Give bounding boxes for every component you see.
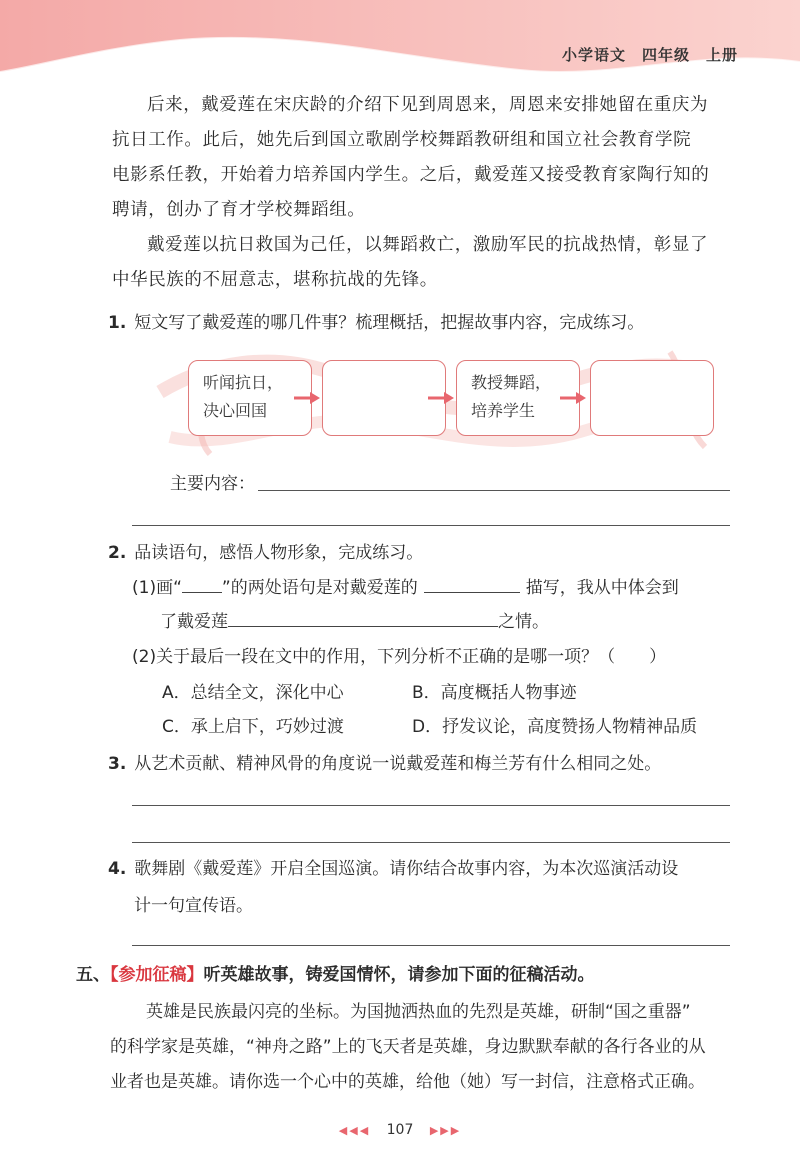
- passage-line-2: 抗日工作。此后，她先后到国立歌剧学校舞蹈教研组和国立社会教育学院: [112, 130, 692, 150]
- question-2-sub2: (2)关于最后一段在文中的作用，下列分析不正确的是哪一项？（ ）: [132, 647, 667, 667]
- answer-line[interactable]: [132, 842, 730, 843]
- flow-arrow-icon: [426, 390, 456, 406]
- main-content-label: 主要内容：: [170, 474, 255, 494]
- book-title: 小学语文 四年级 上册: [561, 46, 738, 64]
- section-heading-text: 听英雄故事，铸爱国情怀，请参加下面的征稿活动。: [203, 965, 595, 985]
- passage-line-1: 后来，戴爱莲在宋庆龄的介绍下见到周恩来，周恩来安排她留在重庆为: [147, 95, 709, 115]
- flow-arrow-icon: [558, 390, 588, 406]
- prev-arrows-icon: ◀◀◀: [338, 1124, 371, 1137]
- section-5-body-1: 英雄是民族最闪亮的坐标。为国抛洒热血的先烈是英雄，研制“国之重器”: [146, 1002, 691, 1022]
- passage-line-5: 戴爱莲以抗日救国为己任，以舞蹈救亡，激励军民的抗战热情，彰显了: [147, 235, 709, 255]
- question-4-cont: 计一句宣传语。: [134, 896, 253, 916]
- passage-line-3: 电影系任教，开始着力培养国内学生。之后，戴爱莲又接受教育家陶行知的: [112, 165, 710, 185]
- fill-blank[interactable]: [228, 608, 498, 627]
- question-2: [108, 536, 423, 570]
- question-text: 品读语句，感悟人物形象，完成练习。: [134, 543, 424, 563]
- fill-blank[interactable]: [424, 574, 520, 593]
- question-number: 2.: [108, 543, 127, 563]
- question-2-sub1-cont: [160, 605, 549, 639]
- question-1: [108, 306, 644, 340]
- underline-mark-blank: [182, 574, 222, 593]
- question-text: 歌舞剧《戴爱莲》开启全国巡演。请你结合故事内容，为本次巡演活动设: [134, 859, 679, 879]
- section-5-body-2: 的科学家是英雄，“神舟之路”上的飞天者是英雄，身边默默奉献的各行各业的从: [110, 1037, 706, 1057]
- section-5-heading: [76, 958, 595, 992]
- section-number: 五、: [76, 965, 110, 985]
- flow-box-3-line2: 培养学生: [471, 401, 536, 420]
- option-b[interactable]: B．高度概括人物事迹: [412, 683, 577, 703]
- option-d[interactable]: D．抒发议论，高度赞扬人物精神品质: [412, 717, 698, 737]
- flow-box-1-line1: 听闻抗日，: [203, 373, 284, 392]
- question-text: 短文写了戴爱莲的哪几件事？梳理概括，把握故事内容，完成练习。: [134, 313, 645, 333]
- flow-box-3-line1: 教授舞蹈，: [471, 373, 552, 392]
- answer-line[interactable]: [132, 525, 730, 526]
- passage-line-6: 中华民族的不屈意志，堪称抗战的先锋。: [112, 270, 438, 290]
- question-2-sub1: [132, 571, 679, 605]
- question-number: 4.: [108, 859, 127, 879]
- next-arrows-icon: ▶▶▶: [429, 1124, 462, 1137]
- answer-line[interactable]: [132, 945, 730, 946]
- sub1-text-d: 了戴爱莲: [160, 612, 228, 632]
- section-tag: 【参加征稿】: [110, 965, 204, 985]
- question-4: [108, 852, 678, 886]
- answer-line[interactable]: [258, 490, 730, 491]
- question-number: 3.: [108, 754, 127, 774]
- option-c[interactable]: C．承上启下，巧妙过渡: [162, 717, 344, 737]
- page-footer: [0, 1122, 800, 1138]
- sub1-text-e: 之情。: [498, 612, 549, 632]
- flow-box-1-line2: 决心回国: [203, 401, 268, 420]
- page-number: 107: [386, 1122, 414, 1138]
- question-3: [108, 747, 661, 781]
- sub1-text-c: 描写，我从中体会到: [525, 578, 679, 598]
- section-5-body-3: 业者也是英雄。请你选一个心中的英雄，给他（她）写一封信，注意格式正确。: [110, 1072, 705, 1092]
- option-a[interactable]: A．总结全文，深化中心: [162, 683, 344, 703]
- sub1-text-b: ”的两处语句是对戴爱莲的: [221, 578, 418, 598]
- flow-box-4-answer[interactable]: [590, 360, 714, 436]
- answer-line[interactable]: [132, 805, 730, 806]
- question-number: 1.: [108, 313, 127, 333]
- passage-line-4: 聘请，创办了育才学校舞蹈组。: [112, 200, 366, 220]
- sub1-text-a: (1)画“: [132, 578, 182, 598]
- question-text: 从艺术贡献、精神风骨的角度说一说戴爱莲和梅兰芳有什么相同之处。: [134, 754, 662, 774]
- flow-arrow-icon: [292, 390, 322, 406]
